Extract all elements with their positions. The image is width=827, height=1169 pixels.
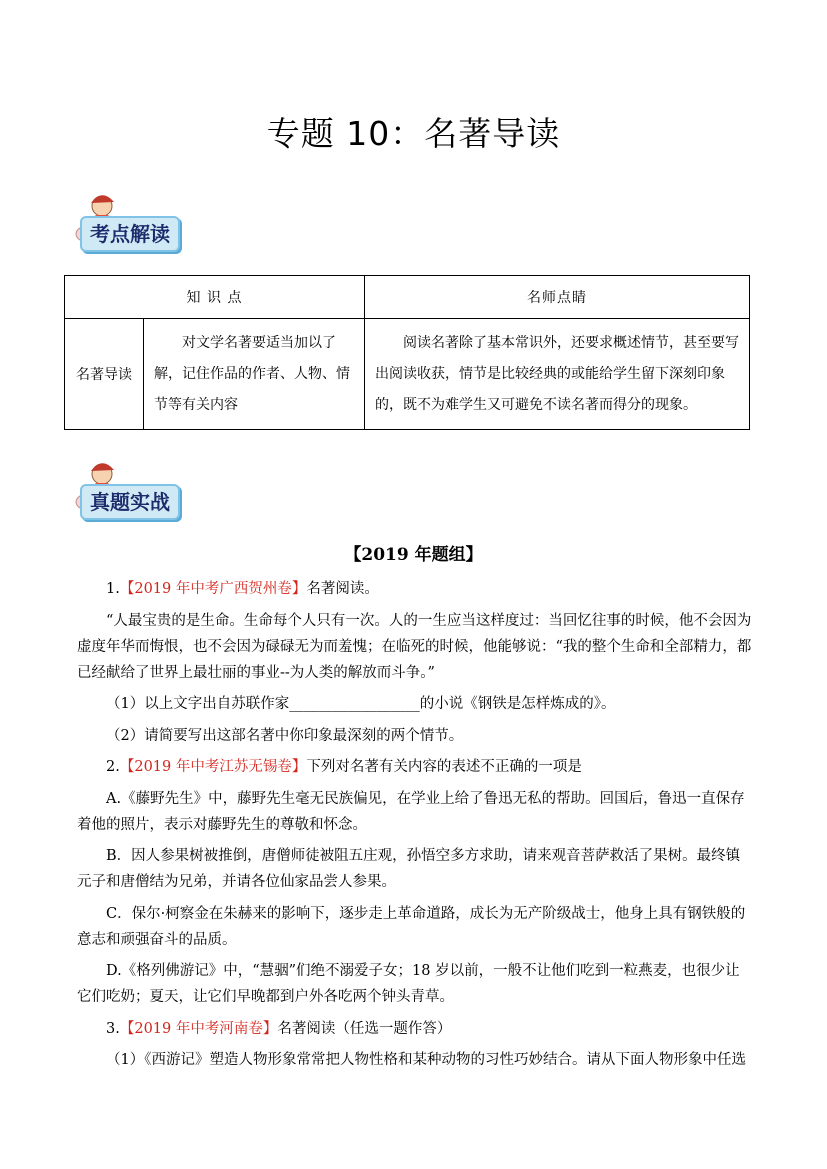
- question-2-option-d: D.《格列佛游记》中，“慧骃”们绝不溺爱子女；18 岁以前，一般不让他们吃到一粒燕麦，也很少让它们吃奶；夏天，让它们早晚都到户外各吃两个钟头青草。: [77, 963, 740, 1005]
- question-source: 【2019 年中考河南卷】: [119, 1020, 278, 1037]
- table-cell-topic: 名著导读: [65, 319, 144, 430]
- year-group-heading: 【2019 年题组】: [344, 545, 483, 565]
- question-2-option-b: B．因人参果树被推倒，唐僧师徒被阻五庄观，孙悟空多方求助，请来观音菩萨救活了果树。最终镇元子和唐僧结为兄弟，并请各位仙家品尝人参果。: [77, 848, 741, 890]
- question-number: 3.: [106, 1020, 120, 1037]
- table-cell-description: 对文学名著要适当加以了解，记住作品的作者、人物、情节等有关内容: [144, 319, 365, 430]
- question-1-quote: “人最宝贵的是生命。生命每个人只有一次。人的一生应当这样度过：当回忆往事的时候，他不会因为虚度年华而悔恨，也不会因为碌碌无为而羞愧；在临死的时候，他能够说：“我的整个生命和全部精力，都已经献给了世界上最壮丽的事业--为人类的解放而斗争。”: [77, 612, 752, 681]
- question-source: 【2019 年中考江苏无锡卷】: [119, 759, 307, 775]
- question-3-sub1: （1）《西游记》塑造人物形象常常把人物性格和某种动物的习性巧妙结合。请从下面人物形象中任选: [106, 1052, 746, 1068]
- page-title: 专题 10：名著导读: [266, 114, 561, 153]
- question-1-sub1: （1）以上文字出自苏联作家__________________的小说《钢铁是怎样炼成的》。: [106, 696, 616, 712]
- question-2-option-a: A.《藤野先生》中，藤野先生毫无民族偏见，在学业上给了鲁迅无私的帮助。回国后，鲁迅一直保存着他的照片，表示对藤野先生的尊敬和怀念。: [77, 790, 745, 833]
- badge-label: 真题实战: [80, 484, 180, 520]
- question-2-option-c: C．保尔·柯察金在朱赫来的影响下，逐步走上革命道路，成长为无产阶级战士，他身上具有钢铁般的意志和顽强奋斗的品质。: [77, 905, 746, 948]
- table-cell-tip: 阅读名著除了基本常识外，还要求概述情节，甚至要写出阅读收获，情节是比较经典的或能给学生留下深刻印象的，既不为难学生又可避免不读名著而得分的现象。: [365, 319, 750, 430]
- questions-body: [77, 576, 752, 1079]
- question-number: 1.: [106, 581, 120, 597]
- question-task: 名著阅读（任选一题作答）: [277, 1020, 452, 1037]
- table-header-knowledge: 知 识 点: [65, 276, 365, 319]
- section-badge-kaodian: [70, 190, 190, 280]
- question-task: 名著阅读。: [306, 581, 379, 597]
- question-task: 下列对名著有关内容的表述不正确的一项是: [306, 759, 582, 775]
- knowledge-table: [64, 275, 750, 430]
- question-1-title: [77, 576, 752, 602]
- table-header-tips: 名师点睛: [365, 276, 750, 319]
- section-badge-zhenti: [70, 458, 190, 548]
- question-2-title: [77, 754, 752, 780]
- badge-label: 考点解读: [80, 216, 180, 252]
- question-3-title: [77, 1016, 752, 1042]
- question-number: 2.: [106, 759, 120, 775]
- question-1-sub2: （2）请简要写出这部名著中你印象最深刻的两个情节。: [106, 727, 464, 744]
- question-source: 【2019 年中考广西贺州卷】: [119, 581, 307, 597]
